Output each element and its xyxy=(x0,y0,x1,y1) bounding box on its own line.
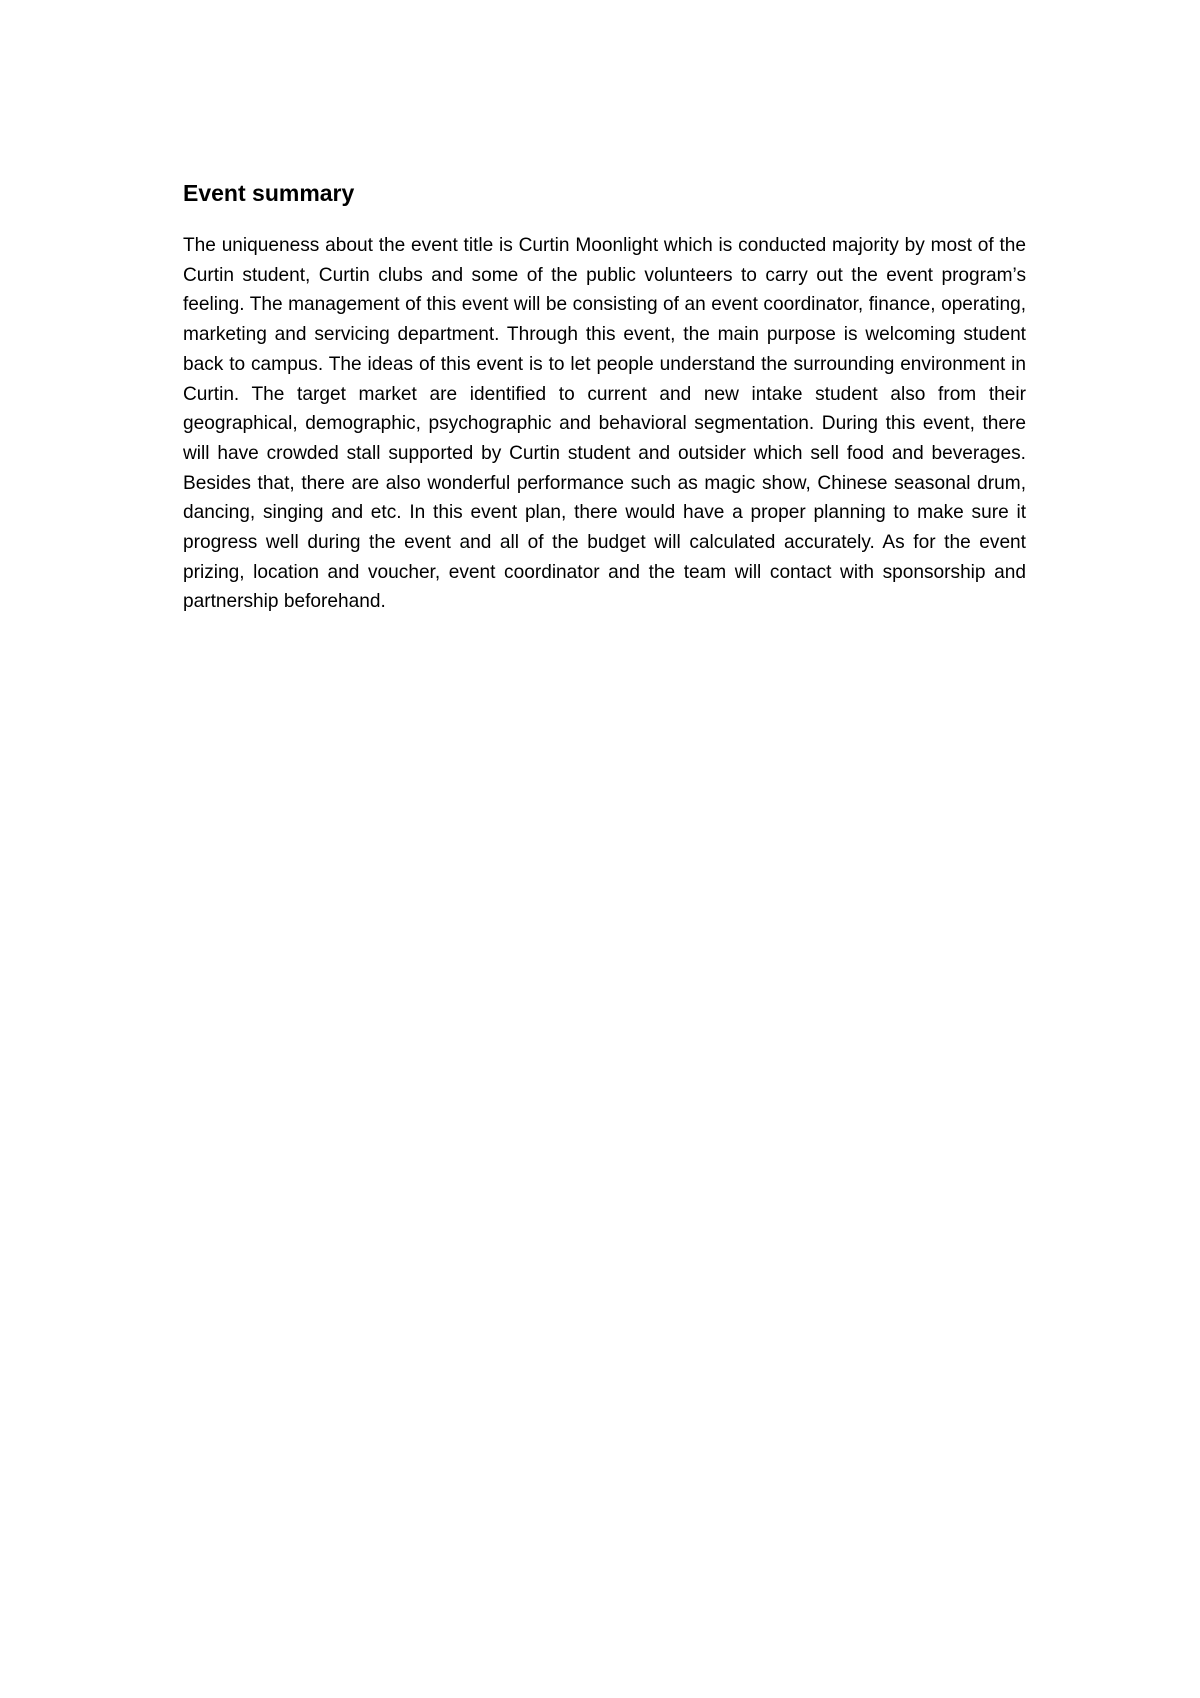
section-heading: Event summary xyxy=(183,180,355,206)
document-content xyxy=(183,176,1026,617)
summary-paragraph: The uniqueness about the event title is Curtin Moonlight which is conducted majority by most of the Curtin student, Curtin clubs and some of the public volunteers to carry out the event program’s feeling. The management of this event will be consisting of an event coordinator, finance, operating, marketing and servicing department. Through this event, the main purpose is welcoming student back to campus. The ideas of this event is to let people understand the surrounding environment in Curtin. The target market are identified to current and new intake student also from their geographical, demographic, psychographic and behavioral segmentation. During this event, there will have crowded stall supported by Curtin student and outsider which sell food and beverages. Besides that, there are also wonderful performance such as magic show, Chinese seasonal drum, dancing, singing and etc. In this event plan, there would have a proper planning to make sure it progress well during the event and all of the budget will calculated accurately. As for the event prizing, location and voucher, event coordinator and the team will contact with sponsorship and partnership beforehand. xyxy=(183,235,1026,613)
